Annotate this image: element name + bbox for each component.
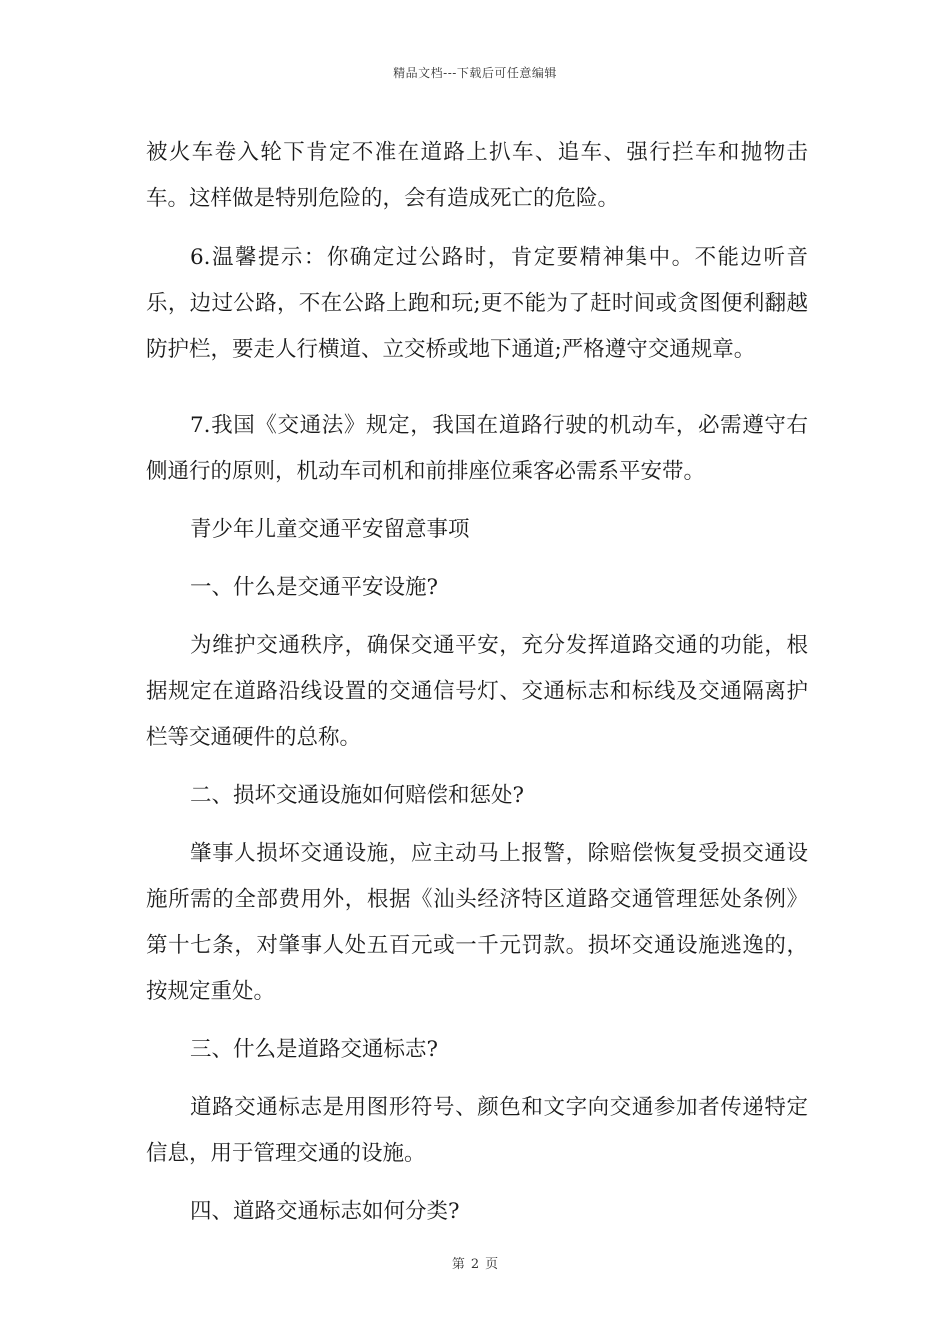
page-suffix: 页 [485, 1257, 499, 1272]
heading-question-2: 二、损坏交通设施如何赔偿和惩处? [190, 783, 525, 808]
paragraph-answer-1: 为维护交通秩序，确保交通平安，充分发挥道路交通的功能，根据规定在道路沿线设置的交通信号灯、交通标志和标线及交通隔离护栏等交通硬件的总称。 [146, 633, 808, 750]
heading-question-3: 三、什么是道路交通标志? [190, 1037, 439, 1062]
page-number: 2 [470, 1257, 480, 1272]
page-header: 精品文档---下载后可任意编辑 [393, 66, 557, 80]
section-title: 青少年儿童交通平安留意事项 [190, 517, 470, 542]
document-body [146, 130, 808, 1235]
page-prefix: 第 [451, 1257, 465, 1272]
page-footer [0, 1253, 950, 1272]
heading-question-1: 一、什么是交通平安设施? [190, 575, 439, 600]
paragraph-train-warning: 被火车卷入轮下肯定不准在道路上扒车、追车、强行拦车和抛物击车。这样做是特别危险的，会有造成死亡的危险。 [146, 140, 808, 211]
heading-question-4: 四、道路交通标志如何分类? [190, 1199, 460, 1224]
paragraph-answer-2: 肇事人损坏交通设施，应主动马上报警，除赔偿恢复受损交通设施所需的全部费用外，根据《汕头经济特区道路交通管理惩处条例》第十七条，对肇事人处五百元或一千元罚款。损坏交通设施逃逸的，按规定重处。 [146, 841, 808, 1004]
paragraph-tip-6: 6.温馨提示：你确定过公路时，肯定要精神集中。不能边听音乐，边过公路，不在公路上跑和玩;更不能为了赶时间或贪图便利翻越防护栏，要走人行横道、立交桥或地下通道;严格遵守交通规章。 [146, 245, 808, 362]
paragraph-answer-3: 道路交通标志是用图形符号、颜色和文字向交通参加者传递特定信息，用于管理交通的设施。 [146, 1095, 808, 1166]
paragraph-law-7: 7.我国《交通法》规定，我国在道路行驶的机动车，必需遵守右侧通行的原则，机动车司机和前排座位乘客必需系平安带。 [146, 413, 808, 484]
